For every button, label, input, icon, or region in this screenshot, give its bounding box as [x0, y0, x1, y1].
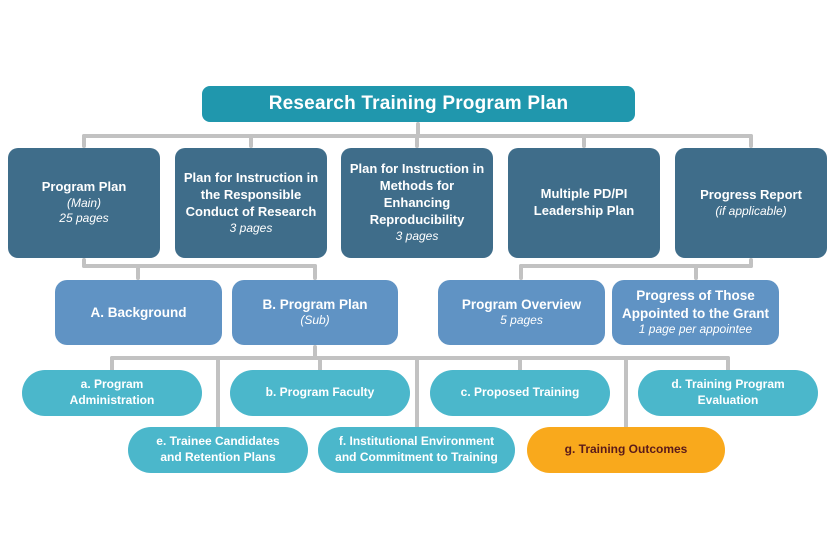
- connector: [519, 264, 523, 280]
- node-program-plan-main: [8, 148, 160, 258]
- node-label: Program Plan: [41, 178, 127, 194]
- connector: [749, 134, 753, 148]
- node-label: Program Overview: [461, 296, 582, 312]
- node-proposed-training: [430, 370, 610, 416]
- node-label: Progress Report: [700, 186, 802, 202]
- node-page-count: 5 pages: [500, 313, 543, 328]
- node-subtitle: (Sub): [300, 313, 330, 328]
- node-label: Plan for Instruction in Methods for Enhancing Reproducibility: [349, 161, 485, 228]
- connector: [82, 264, 317, 268]
- connector: [582, 134, 586, 148]
- node-label: f. Institutional Environment and Commitment to Training: [335, 434, 498, 464]
- node-label: B. Program Plan: [262, 296, 368, 312]
- node-progress-report: [675, 148, 827, 258]
- connector: [136, 264, 140, 280]
- node-label: Plan for Instruction in the Responsible Conduct of Research: [183, 169, 319, 219]
- node-label: c. Proposed Training: [460, 385, 580, 400]
- diagram-title: Research Training Program Plan: [268, 92, 569, 114]
- connector: [519, 264, 753, 268]
- node-pdpi-leadership: [508, 148, 660, 258]
- connector: [110, 356, 730, 360]
- node-label: a. Program Administration: [69, 377, 155, 407]
- node-label: A. Background: [90, 304, 187, 320]
- node-label: d. Training Program Evaluation: [671, 377, 785, 407]
- node-program-overview: [438, 280, 605, 345]
- node-program-plan-sub: [232, 280, 398, 345]
- connector: [415, 356, 419, 429]
- connector: [624, 356, 628, 429]
- node-training-program-evaluation: [638, 370, 818, 416]
- node-program-faculty: [230, 370, 410, 416]
- node-progress-appointed: [612, 280, 779, 345]
- node-trainee-candidates: [128, 427, 308, 473]
- node-page-count: 3 pages: [229, 220, 273, 235]
- node-page-count: 25 pages: [59, 211, 109, 226]
- connector: [216, 356, 220, 429]
- node-background: [55, 280, 222, 345]
- node-subtitle: (if applicable): [715, 203, 787, 218]
- node-page-count: 1 page per appointee: [638, 322, 753, 337]
- connector: [82, 134, 86, 148]
- node-label: Progress of Those Appointed to the Grant: [622, 288, 769, 321]
- node-label: b. Program Faculty: [265, 385, 375, 400]
- node-program-administration: [22, 370, 202, 416]
- node-label: e. Trainee Candidates and Retention Plans: [156, 434, 280, 464]
- connector: [249, 134, 253, 148]
- node-title: [202, 86, 635, 122]
- node-enhancing-reproducibility: [341, 148, 493, 258]
- node-label: Multiple PD/PI Leadership Plan: [533, 186, 635, 218]
- connector: [313, 264, 317, 280]
- node-institutional-environment: [318, 427, 515, 473]
- node-label: g. Training Outcomes: [564, 442, 688, 457]
- node-subtitle: (Main): [66, 195, 101, 210]
- node-training-outcomes: [527, 427, 725, 473]
- node-page-count: 3 pages: [395, 228, 439, 243]
- node-responsible-conduct: [175, 148, 327, 258]
- connector: [415, 134, 419, 148]
- connector: [694, 264, 698, 280]
